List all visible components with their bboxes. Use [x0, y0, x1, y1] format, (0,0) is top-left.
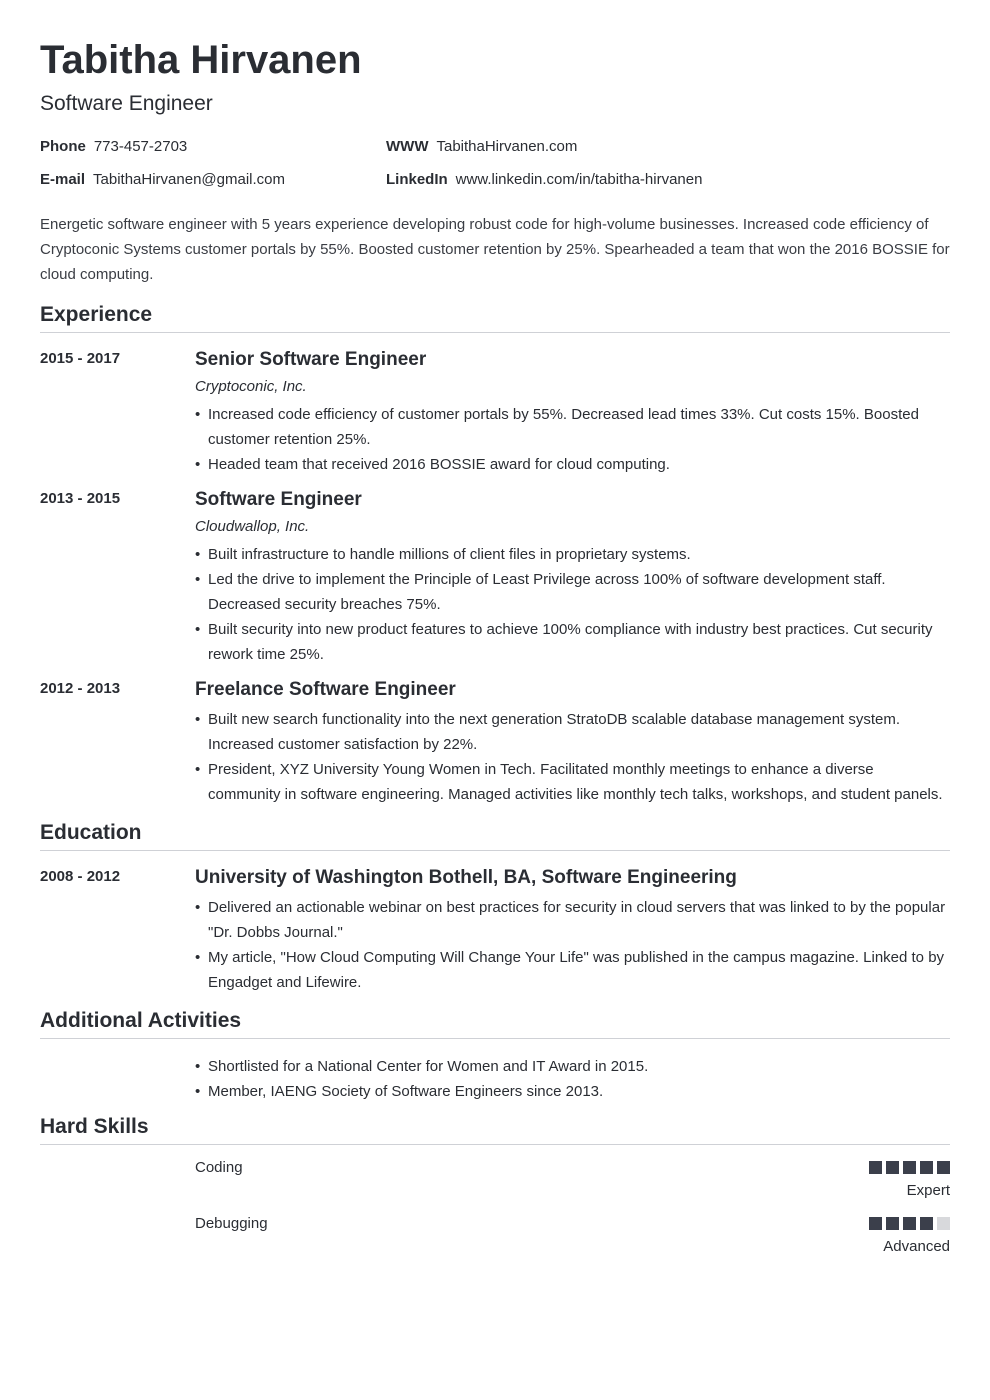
email-label: E-mail [40, 171, 86, 188]
bullet-list [195, 707, 950, 807]
linkedin-label: LinkedIn [386, 171, 448, 188]
phone-value[interactable]: 773-457-2703 [93, 138, 188, 155]
section-title-experience: Experience [40, 303, 153, 326]
bullet-item: • Built new search functionality into the next generation StratoDB scalable database management system. Increased customer satisfaction by 22%. [195, 707, 950, 757]
rating-square-filled [920, 1161, 933, 1174]
skill-name: Debugging [195, 1215, 268, 1232]
bullet-item: • Built infrastructure to handle millions of client files in proprietary systems. [195, 542, 950, 567]
contact-email [40, 170, 285, 190]
entry-content [195, 488, 950, 667]
email-value[interactable]: TabithaHirvanen@gmail.com [93, 171, 285, 188]
company-name: Cloudwallop, Inc. [195, 518, 310, 535]
candidate-name: Tabitha Hirvanen [40, 38, 362, 82]
entry-content [195, 1049, 950, 1104]
bullet-item: • Delivered an actionable webinar on best practices for security in cloud servers that was linked to by the popular "Dr. Dobbs Journal." [195, 895, 950, 945]
skill-rating [869, 1217, 950, 1230]
profile-summary: Energetic software engineer with 5 years experience developing robust code for high-volume businesses. Increased code efficiency of Cryptoconic Systems customer portals by 55%. Boosted customer retention by 25%. Spearheaded a team that won the 2016 BOSSIE for cloud computing. [40, 216, 950, 283]
bullet-item: • Shortlisted for a National Center for Women and IT Award in 2015. [195, 1054, 950, 1079]
skill-row [195, 1214, 950, 1264]
rating-square-filled [920, 1217, 933, 1230]
entry-content [195, 348, 950, 477]
entry-content [195, 678, 950, 807]
contact-linkedin [386, 170, 702, 190]
skill-name: Coding [195, 1159, 243, 1176]
section-title-education: Education [40, 821, 142, 844]
candidate-role: Software Engineer [40, 92, 213, 115]
rating-square-filled [903, 1161, 916, 1174]
bullet-list [195, 895, 950, 995]
rating-square-filled [869, 1217, 882, 1230]
skill-rating [869, 1161, 950, 1174]
skill-level: Expert [906, 1182, 950, 1199]
bullet-list [195, 1054, 950, 1104]
entry-dates: 2013 - 2015 [40, 490, 121, 507]
bullet-list [195, 542, 950, 667]
www-value[interactable]: TabithaHirvanen.com [436, 138, 578, 155]
contact-phone [40, 137, 187, 157]
rating-square-filled [886, 1161, 899, 1174]
section-divider [40, 332, 950, 333]
contact-www [386, 137, 577, 157]
company-name: Cryptoconic, Inc. [195, 378, 307, 395]
bullet-item: • Member, IAENG Society of Software Engineers since 2013. [195, 1079, 950, 1104]
section-divider [40, 1144, 950, 1145]
rating-square-filled [937, 1161, 950, 1174]
skill-level: Advanced [883, 1238, 950, 1255]
rating-square-filled [869, 1161, 882, 1174]
bullet-item: • Increased code efficiency of customer portals by 55%. Decreased lead times 33%. Cut costs 15%. Boosted customer retention 25%. [195, 402, 950, 452]
entry-content [195, 866, 950, 995]
skill-row [195, 1158, 950, 1208]
bullet-item: • Headed team that received 2016 BOSSIE award for cloud computing. [195, 452, 950, 477]
bullet-list [195, 402, 950, 477]
bullet-item: • My article, "How Cloud Computing Will Change Your Life" was published in the campus magazine. Linked to by Engadget and Lifewire. [195, 945, 950, 995]
entry-dates: 2015 - 2017 [40, 350, 121, 367]
section-divider [40, 850, 950, 851]
bullet-item: • Built security into new product features to achieve 100% compliance with industry best practices. Cut security rework time 25%. [195, 617, 950, 667]
phone-label: Phone [40, 138, 86, 155]
rating-square-filled [886, 1217, 899, 1230]
degree-title: University of Washington Bothell, BA, Software Engineering [195, 867, 737, 888]
rating-square-empty [937, 1217, 950, 1230]
job-title: Software Engineer [195, 489, 362, 510]
linkedin-value[interactable]: www.linkedin.com/in/tabitha-hirvanen [455, 171, 703, 188]
section-divider [40, 1038, 950, 1039]
section-title-skills: Hard Skills [40, 1115, 149, 1138]
section-title-activities: Additional Activities [40, 1009, 242, 1032]
job-title: Senior Software Engineer [195, 349, 427, 370]
job-title: Freelance Software Engineer [195, 679, 456, 700]
www-label: WWW [386, 138, 429, 155]
entry-dates: 2008 - 2012 [40, 868, 121, 885]
bullet-item: • President, XYZ University Young Women in Tech. Facilitated monthly meetings to enhance a diverse community in software engineering. Managed activities like monthly tech talks, workshops, and student panels. [195, 757, 950, 807]
rating-square-filled [903, 1217, 916, 1230]
entry-dates: 2012 - 2013 [40, 680, 121, 697]
bullet-item: • Led the drive to implement the Principle of Least Privilege across 100% of software development staff. Decreased security breaches 75%. [195, 567, 950, 617]
